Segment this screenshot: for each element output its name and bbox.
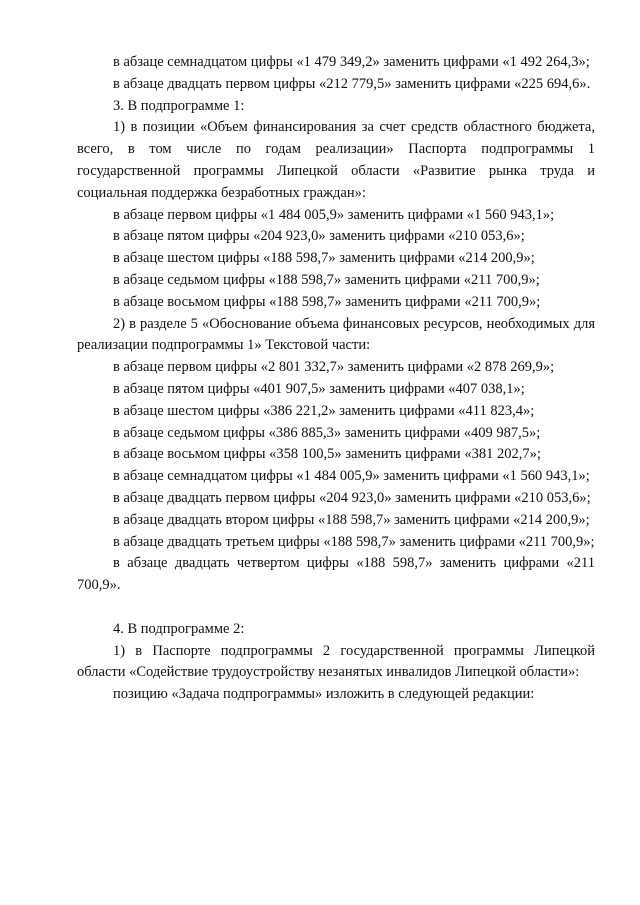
paragraph-14: в абзаце седьмом цифры «386 885,3» заменить цифрами «409 987,5»; <box>113 424 541 441</box>
paragraph-19: в абзаце двадцать третьем цифры «188 598,7» заменить цифрами «211 700,9»; <box>113 533 595 550</box>
document-page <box>77 52 595 706</box>
paragraph-7: в абзаце шестом цифры «188 598,7» заменить цифрами «214 200,9»; <box>113 250 535 267</box>
paragraph-2: в абзаце двадцать первом цифры «212 779,5» заменить цифрами «225 694,6». <box>113 75 591 92</box>
paragraph-11: в абзаце первом цифры «2 801 332,7» заменить цифрами «2 878 269,9»; <box>113 359 555 376</box>
paragraph-3-heading: 3. В подпрограмме 1: <box>113 97 245 114</box>
paragraph-21-heading: 4. В подпрограмме 2: <box>113 620 245 637</box>
paragraph-18: в абзаце двадцать втором цифры «188 598,7» заменить цифрами «214 200,9»; <box>113 511 590 528</box>
paragraph-10: 2) в разделе 5 «Обоснование объема финансовых ресурсов, необходимых для реализации подпрограммы 1» Текстовой части: <box>77 315 595 354</box>
paragraph-5: в абзаце первом цифры «1 484 005,9» заменить цифрами «1 560 943,1»; <box>113 206 555 223</box>
paragraph-15: в абзаце восьмом цифры «358 100,5» заменить цифрами «381 202,7»; <box>113 446 541 463</box>
paragraph-6: в абзаце пятом цифры «204 923,0» заменить цифрами «210 053,6»; <box>113 228 525 245</box>
paragraph-17: в абзаце двадцать первом цифры «204 923,0» заменить цифрами «210 053,6»; <box>113 489 591 506</box>
paragraph-20: в абзаце двадцать четвертом цифры «188 598,7» заменить цифрами «211 700,9». <box>77 555 595 594</box>
paragraph-spacer <box>77 597 595 619</box>
paragraph-23: позицию «Задача подпрограммы» изложить в следующей редакции: <box>113 686 535 703</box>
paragraph-13: в абзаце шестом цифры «386 221,2» заменить цифрами «411 823,4»; <box>113 402 535 419</box>
paragraph-8: в абзаце седьмом цифры «188 598,7» заменить цифрами «211 700,9»; <box>113 271 540 288</box>
paragraph-4: 1) в позиции «Объем финансирования за счет средств областного бюджета, всего, в том числе по годам реализации» Паспорта подпрограммы 1 государственной программы Липецкой области «Развитие рынка труда и социальная поддержка безработных граждан»: <box>77 119 595 201</box>
paragraph-1: в абзаце семнадцатом цифры «1 479 349,2» заменить цифрами «1 492 264,3»; <box>113 54 590 70</box>
paragraph-16: в абзаце семнадцатом цифры «1 484 005,9» заменить цифрами «1 560 943,1»; <box>113 468 590 485</box>
paragraph-12: в абзаце пятом цифры «401 907,5» заменить цифрами «407 038,1»; <box>113 380 525 397</box>
paragraph-9: в абзаце восьмом цифры «188 598,7» заменить цифрами «211 700,9»; <box>113 293 541 310</box>
paragraph-22: 1) в Паспорте подпрограммы 2 государственной программы Липецкой области «Содействие трудоустройству незанятых инвалидов Липецкой области»: <box>77 642 595 681</box>
